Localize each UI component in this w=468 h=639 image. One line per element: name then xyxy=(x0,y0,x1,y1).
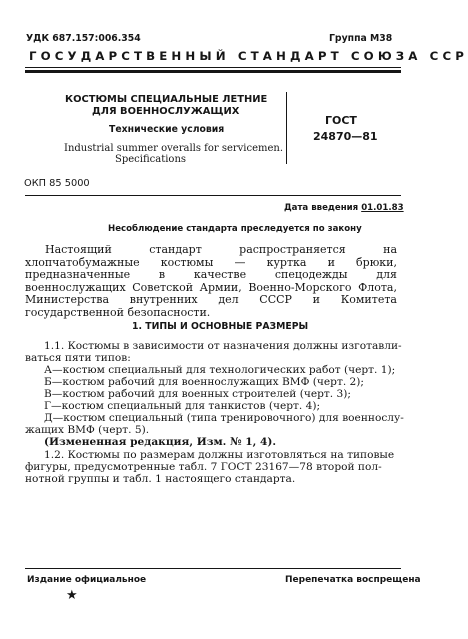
law-notice: Несоблюдение стандарта преследуется по закону xyxy=(108,224,362,234)
type-g: Г—костюм специальный для танкистов (черт. 4); xyxy=(44,400,321,412)
effective-date-value: 01.01.83 xyxy=(361,203,404,213)
amendment-note: (Измененная редакция, Изм. № 1, 4). xyxy=(44,436,277,448)
english-title-line1: Industrial summer overalls for servicemen. xyxy=(64,143,284,154)
effective-date-label: Дата введения xyxy=(284,203,359,213)
header-rule-thin xyxy=(25,67,401,68)
clause-1-2-line3: нотной группы и табл. 1 настоящего стандарта. xyxy=(25,473,296,485)
clause-1-2-line2: фигуры, предусмотренные табл. 7 ГОСТ 23167—78 второй пол- xyxy=(25,461,382,473)
group-code: Группа М38 xyxy=(329,33,393,44)
intro-paragraph: Настоящий стандарт распространяется на хлопчатобумажные костюмы — куртка и брюки, предназначенные в качестве спецодежды для военнослужащих Советской Армии, Военно-Морского Флота, Министерства внутренних дел СССР и Комитета государственной безопасности. xyxy=(25,243,397,319)
clause-1-2-line1: 1.2. Костюмы по размерам должны изготовляться на типовые xyxy=(44,449,395,461)
clause-1-1-line2: ваться пяти типов: xyxy=(25,352,131,364)
footer-rule xyxy=(25,568,401,569)
type-b: Б—костюм рабочий для военнослужащих ВМФ (черт. 2); xyxy=(44,376,364,388)
document-title-line2: ДЛЯ ВОЕННОСЛУЖАЩИХ xyxy=(92,106,240,117)
title-bottom-rule xyxy=(25,195,401,196)
star-icon: ★ xyxy=(66,588,78,603)
official-edition-label: Издание официальное xyxy=(27,575,147,585)
title-divider xyxy=(286,92,287,164)
section-1-heading: 1. ТИПЫ И ОСНОВНЫЕ РАЗМЕРЫ xyxy=(132,321,309,332)
gost-number: 24870—81 xyxy=(313,130,378,143)
clause-1-1-line1: 1.1. Костюмы в зависимости от назначения должны изготавли- xyxy=(44,340,402,352)
type-d-line2: жащих ВМФ (черт. 5). xyxy=(25,424,150,436)
type-a: А—костюм специальный для технологических работ (черт. 1); xyxy=(44,364,396,376)
document-title-line1: КОСТЮМЫ СПЕЦИАЛЬНЫЕ ЛЕТНИЕ xyxy=(65,94,268,105)
udc-code: УДК 687.157:006.354 xyxy=(26,33,141,44)
english-title-line2: Specifications xyxy=(115,154,187,165)
gost-label: ГОСТ xyxy=(325,114,357,127)
reprint-prohibited-label: Перепечатка воспрещена xyxy=(285,575,421,585)
type-d-line1: Д—костюм специальный (типа тренировочного) для военнослу- xyxy=(44,412,404,424)
header-rule-thick xyxy=(25,70,401,73)
okp-code: ОКП 85 5000 xyxy=(24,178,90,189)
document-subtitle: Технические условия xyxy=(109,124,225,135)
effective-date xyxy=(284,203,404,213)
type-v: В—костюм рабочий для военных строителей (черт. 3); xyxy=(44,388,351,400)
state-standard-banner: ГОСУДАРСТВЕННЫЙ СТАНДАРТ СОЮЗА ССР xyxy=(29,49,468,63)
